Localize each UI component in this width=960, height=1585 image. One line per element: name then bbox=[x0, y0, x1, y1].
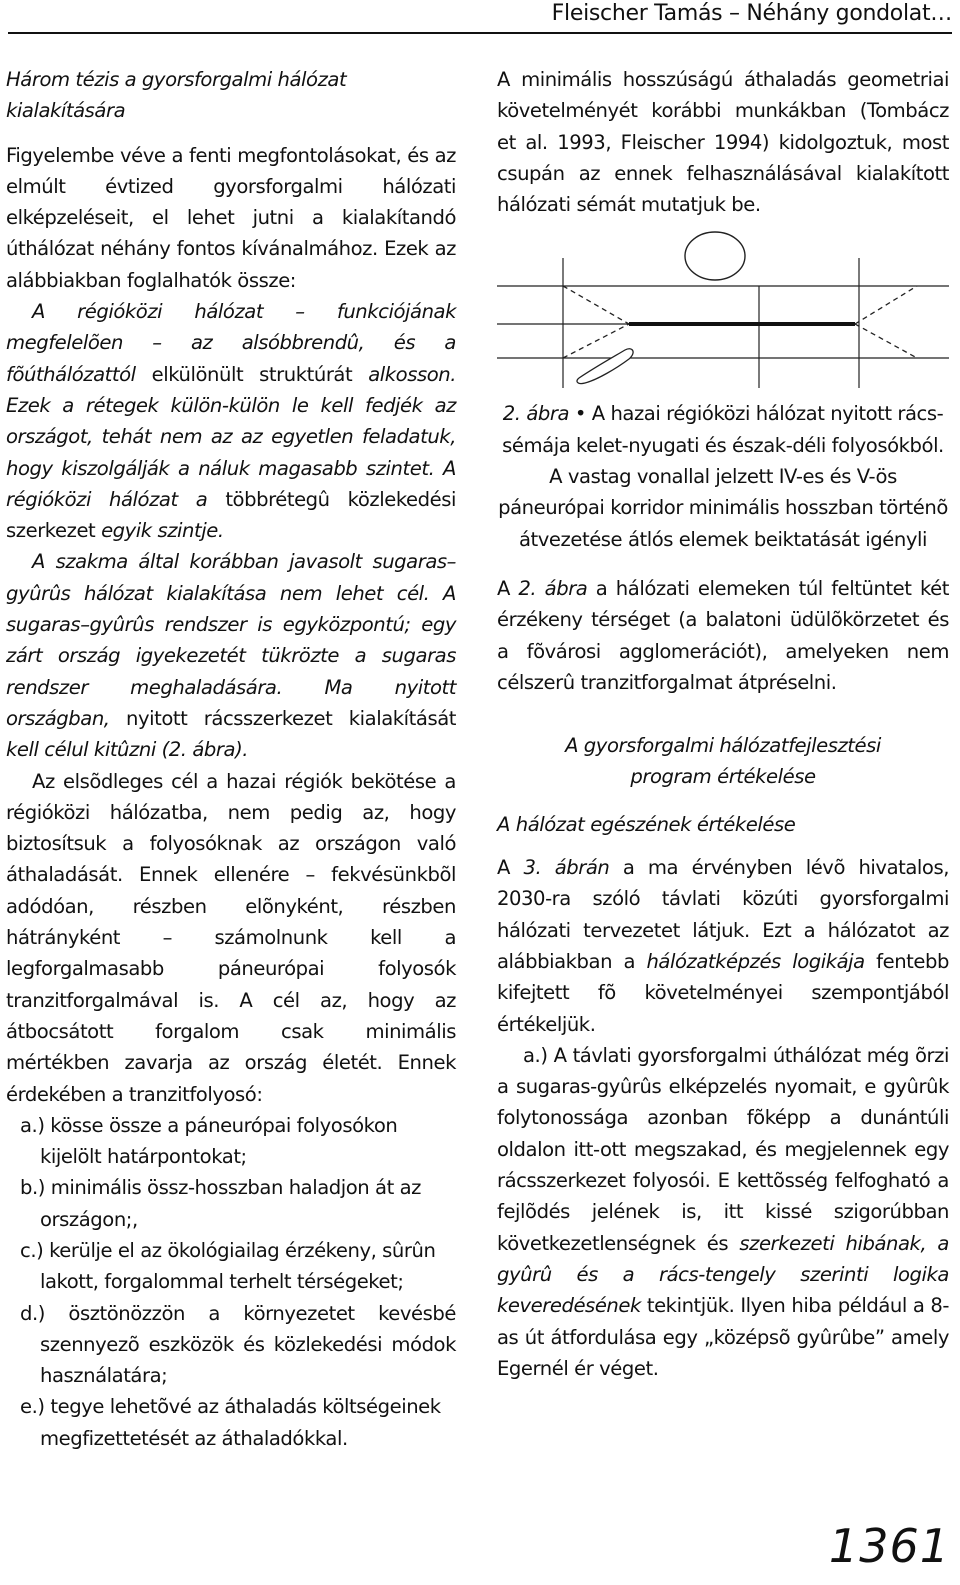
thesis-1-part: alkosson. Ezek a rétegek külön-külön le kell fedjék az országot, tehát nem az az egyetlen feladatuk, hogy kiszolgálják a náluk magasabb szintet. A régióközi hálózat a bbox=[6, 362, 456, 511]
figure-label: 2. ábra bbox=[502, 402, 570, 426]
running-header bbox=[0, 0, 952, 34]
right-column bbox=[497, 64, 949, 1384]
list-item: d.) ösztönözzön a környezetet kevésbé szennyezõ eszközök és közlekedési módok használatára; bbox=[20, 1301, 456, 1388]
paragraph-part: A bbox=[497, 856, 524, 880]
thesis-2-part: nyitott rácsszerkezet kialakítását bbox=[109, 706, 456, 730]
thesis-2 bbox=[6, 546, 456, 765]
subheading-network: A hálózat egészének értékelése bbox=[497, 812, 796, 836]
running-title: Fleischer Tamás – Néhány gondolat… bbox=[551, 1, 952, 26]
paragraph-part: szerkezeti hibának, a gyûrû és a rács-tengely szerinti logika keveredésének bbox=[497, 1231, 949, 1318]
thesis-1-part: elkülönült struktúrát bbox=[135, 362, 369, 386]
diagonal-corridor-dashed bbox=[563, 286, 629, 324]
paragraph-part: 3. ábrán bbox=[523, 856, 610, 880]
header-rule bbox=[8, 32, 952, 34]
list-item: c.) kerülje el az ökológiailag érzékeny, sûrûn lakott, forgalommal terhelt térségeket; bbox=[20, 1238, 436, 1294]
caption-bullet: • bbox=[574, 402, 586, 426]
capital-agglomeration-ellipse bbox=[685, 232, 745, 280]
figure-caption bbox=[497, 398, 949, 554]
balaton-region-shape bbox=[577, 349, 633, 384]
thesis-2-part: A szakma által korábban javasolt sugaras–gyûrûs hálózat kialakítása nem lehet cél. A sugaras–gyûrûs rendszer is egyközpontú; egy zárt ország igyekezetét tükrözte a sugaras rendszer meghaladására. Ma nyitott országban, bbox=[6, 550, 456, 730]
point-a-paragraph bbox=[497, 1040, 949, 1384]
paragraph-part: A bbox=[497, 576, 519, 600]
thesis-1 bbox=[6, 296, 456, 546]
diagonal-corridor-dashed bbox=[855, 286, 917, 324]
page-number: 1361 bbox=[828, 1519, 950, 1573]
list-item: e.) tegye lehetõvé az áthaladás költségeinek megfizettetését az áthaladókkal. bbox=[20, 1395, 441, 1450]
section-heading-evaluation: A gyorsforgalmi hálózatfejlesztési program értékelése bbox=[565, 734, 881, 789]
list-item: a.) kösse össze a páneurópai folyosókon kijelölt határpontokat; bbox=[20, 1113, 398, 1169]
figure-3-paragraph bbox=[497, 852, 949, 1040]
left-column bbox=[6, 64, 456, 1454]
list-item: b.) minimális össz-hosszban haladjon át az országon;, bbox=[20, 1176, 422, 1231]
figure-reference-paragraph bbox=[497, 573, 949, 698]
intro-paragraph-right: A minimális hosszúságú áthaladás geometriai követelményét korábbi munkákban (Tombácz et al. 1993, Fleischer 1994) kidolgoztuk, most csupán az ennek felhasználásával kialakított hálózati sémát mutatjuk be. bbox=[497, 68, 949, 217]
diagonal-corridor-dashed bbox=[855, 324, 917, 358]
thesis-2-part: kell célul kitûzni (2. ábra). bbox=[6, 738, 249, 762]
paragraph-part: a.) A távlati gyorsforgalmi úthálózat még õrzi a sugaras-gyûrûs elképzelés nyomait, e gyûrûk folytonossága azonban fõképp a dunántúli oldalon itt-ott megszakad, és megjelennek egy rácsszerkezet folyosói. E kettõsség felfogható a fejlõdés jelének is, itt kissé szigorúbban következetlenségnek és bbox=[497, 1043, 949, 1255]
network-grid-diagram bbox=[497, 228, 949, 388]
caption-text: A hazai régióközi hálózat nyitott rács-sémája kelet-nyugati és észak-déli folyosókból. A vastag vonallal jelzett IV-es és V-ös páneurópai korridor minimális hosszban történõ átvezetése átlós elemek beiktatását igényli bbox=[498, 402, 948, 551]
thesis-1-part: egyik szintje. bbox=[101, 519, 224, 543]
paragraph-part: a ma érvényben lévõ hivatalos, 2030-ra szóló távlati közúti gyorsforgalmi hálózati tervezetet látjuk. Ezt a hálózatot az alábbiakban a bbox=[497, 856, 949, 973]
paragraph-part: fentebb kifejtett fõ követelményei szempontjából értékeljük. bbox=[497, 949, 949, 1036]
section-heading-theses: Három tézis a gyorsforgalmi hálózat kialakítására bbox=[6, 68, 347, 123]
thesis-1-part: többrétegû közlekedési szerkezet bbox=[6, 487, 456, 543]
thesis-1-part: A régióközi hálózat – funkciójának megfelelõen – az alsóbbrendû, és a fõúthálózattól bbox=[6, 300, 456, 386]
paragraph-part: 2. ábra bbox=[518, 576, 588, 600]
body-paragraph: Az elsõdleges cél a hazai régiók bekötése a régióközi hálózatba, nem pedig az, hogy biztosítsuk a folyosóknak az országon való áthaladását. Ennek ellenére – fekvésünkbõl adódóan, részben elõnyként, részben hátrányként – számolnunk kell a legforgalmasabb páneurópai folyosók tranzitforgalmával is. A cél az, hogy az átbocsátott forgalom csak minimális mértékben zavarja az ország életét. Ennek érdekében a tranzitfolyosó: bbox=[6, 769, 456, 1106]
intro-paragraph: Figyelembe véve a fenti megfontolásokat, és az elmúlt évtized gyorsforgalmi hálózati elképzeléseit, el lehet jutni a kialakítandó úthálózat néhány fontos kívánalmához. Ezek az alábbiakban foglalhatók össze: bbox=[6, 143, 456, 292]
paragraph-part: hálózatképzés logikája bbox=[646, 949, 865, 973]
paragraph-part: tekintjük. Ilyen hiba például a 8-as út átfordulása egy „középsõ gyûrûbe” amely Egernél ér véget. bbox=[497, 1294, 949, 1380]
paragraph-part: a hálózati elemeken túl feltüntet két érzékeny térséget (a balatoni üdülõkörzetet és a fõvárosi agglomerációt), amelyeken nem célszerû tranzitforgalmat átpréselni. bbox=[497, 576, 949, 694]
